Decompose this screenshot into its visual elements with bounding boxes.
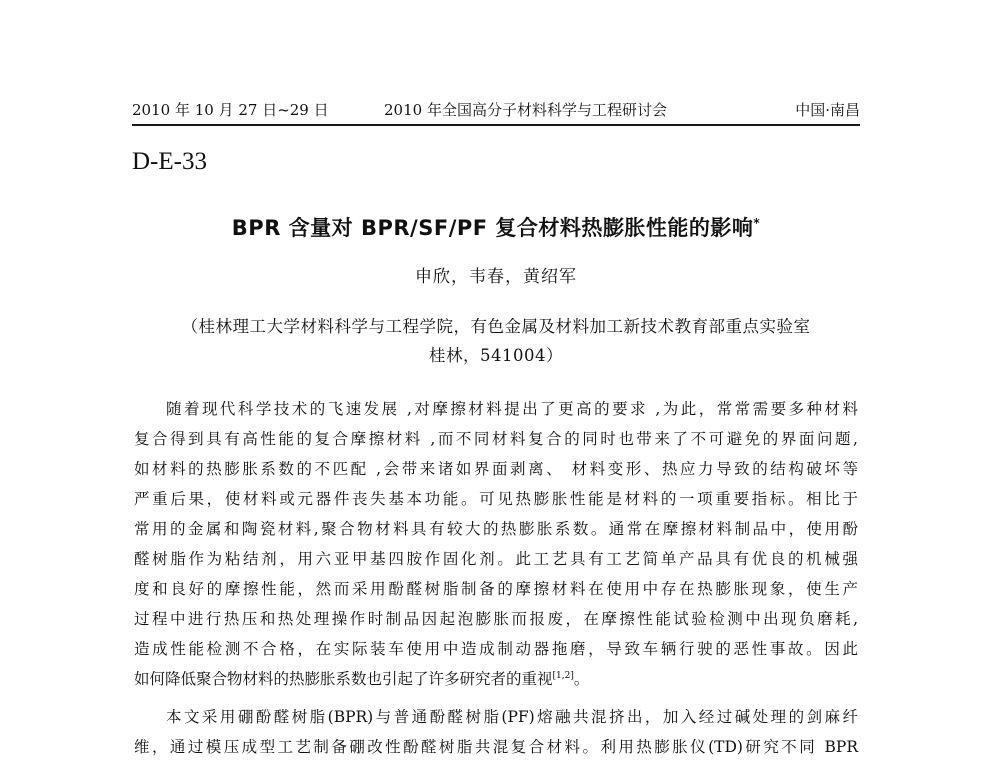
- header-conference: 2010 年全国高分子材料科学与工程研讨会: [384, 101, 667, 119]
- text-line: 如材料的热膨胀系数的不匹配 ,会带来诸如界面剥离、 材料变形、热应力导致的结构破坏等: [134, 460, 858, 478]
- title-text: BPR 含量对 BPR/SF/PF 复合材料热膨胀性能的影响: [231, 216, 754, 240]
- text-line: 造成性能检测不合格，在实际装车使用中造成制动器拖磨，导致车辆行驶的恶性事故。因此: [134, 640, 858, 658]
- text-line: 维，通过模压成型工艺制备硼改性酚醛树脂共混复合材料。利用热膨胀仪(TD)研究不同 BPR: [134, 738, 858, 756]
- last-line-text: 如何降低聚合物材料的热膨胀系数也引起了许多研究者的重视: [134, 670, 553, 688]
- header-date: 2010 年 10 月 27 日~29 日: [132, 101, 329, 119]
- header-place: 中国·南昌: [795, 101, 860, 119]
- text-line: 随着现代科学技术的飞速发展 ,对摩擦材料提出了更高的要求 ,为此，常常需要多种材料: [166, 400, 858, 418]
- text-line: 度和良好的摩擦性能，然而采用酚醛树脂制备的摩擦材料在使用中存在热膨胀现象，使生产: [134, 580, 858, 598]
- text-line: 严重后果，使材料或元器件丧失基本功能。可见热膨胀性能是材料的一项重要指标。相比于: [134, 490, 858, 508]
- last-line-end: 。: [573, 670, 590, 688]
- title-footnote-mark: *: [753, 216, 761, 230]
- paper-id: D-E-33: [132, 148, 207, 175]
- text-line: 本文采用硼酚醛树脂(BPR)与普通酚醛树脂(PF)熔融共混挤出，加入经过碱处理的剑麻纤: [166, 708, 858, 726]
- running-header: [132, 98, 860, 122]
- text-line: 过程中进行热压和热处理操作时制品因起泡膨胀而报废，在摩擦性能试验检测中出现负磨耗,: [134, 610, 858, 628]
- paper-title: [132, 212, 860, 242]
- citation: [1,2]: [552, 670, 574, 681]
- text-line: 复合得到具有高性能的复合摩擦材料 ,而不同材料复合的同时也带来了不可避免的界面问题,: [134, 430, 858, 448]
- affiliation-line-1: （桂林理工大学材料科学与工程学院，有色金属及材料加工新技术教育部重点实验室: [181, 317, 811, 336]
- header-rule: [132, 124, 860, 126]
- authors: 申欣，韦春，黄绍军: [415, 267, 577, 287]
- text-line-last: [134, 666, 858, 692]
- text-line: 醛树脂作为粘结剂，用六亚甲基四胺作固化剂。此工艺具有工艺简单产品具有优良的机械强: [134, 550, 858, 568]
- text-line: 常用的金属和陶瓷材料,聚合物材料具有较大的热膨胀系数。通常在摩擦材料制品中，使用酚: [134, 520, 858, 538]
- affiliation-line-2: 桂林，541004）: [429, 346, 563, 365]
